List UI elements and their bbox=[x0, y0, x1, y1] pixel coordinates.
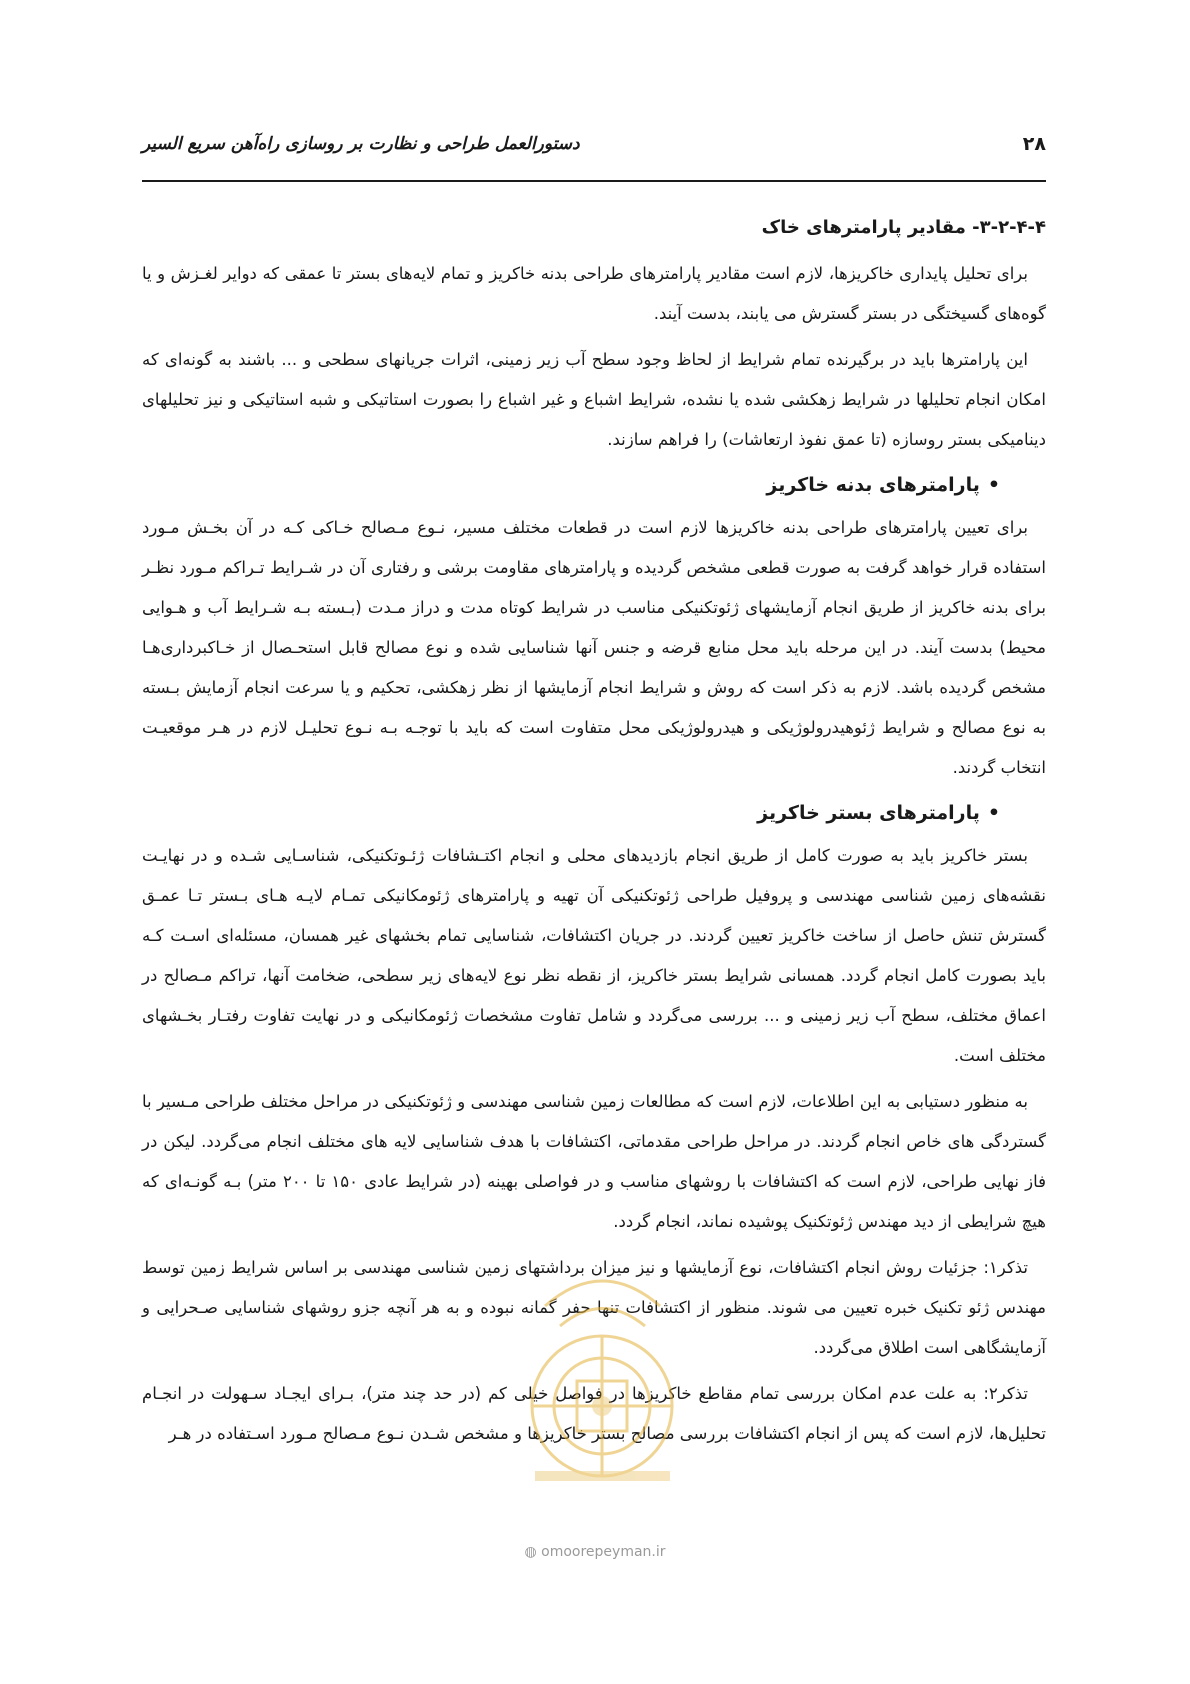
bullet-icon: • bbox=[987, 474, 1000, 496]
paragraph: این پارامترها باید در برگیرنده تمام شرایط از لحاظ وجود سطح آب زیر زمینی، اثرات جریانهای سطحی و ... باشند به گونه‌ای که امکان انجام تحلیلها در شرایط زهکشی شده یا نشده، شرایط اشباع و غیر اشباع را بصورت استاتیکی و شبه استاتیکی و نیز تحلیلهای دینامیکی بستر روسازه (تا عمق نفوذ ارتعاشات) را فراهم سازند. bbox=[142, 350, 1046, 449]
note-paragraph: تذکر۲: به علت عدم امکان بررسی تمام مقاطع خاکریزها در فواصل خیلی کم (در حد چند متر)، بـرای ایجـاد سـهولت در انجـام تحلیل‌ها، لازم است که پس از انجام اکتشافات بررسی مصالح بستر خاکریزها و مشخص شـدن نـوع مـصالح مـورد اسـتفاده در هـر bbox=[142, 1384, 1046, 1443]
subsection-title-text: پارامترهای بدنه خاکریز bbox=[766, 474, 980, 496]
globe-icon: ◍ bbox=[524, 1544, 537, 1560]
header-rule bbox=[142, 180, 1046, 182]
paragraph: به منظور دستیابی به این اطلاعات، لازم است که مطالعات زمین شناسی مهندسی و ژئوتکنیکی در مراحل مختلف طراحی مـسیر با گستردگی های خاص انجام گردند. در مراحل طراحی مقدماتی، اکتشافات با هدف شناسایی لایه های مختلف انجام می‌گردد. لیکن در فاز نهایی طراحی، لازم است که اکتشافات با روشهای مناسب و در فواصلی بهینه (در شرایط عادی ۱۵۰ تا ۲۰۰ متر) بـه گونـه‌ای که هیچ شرایطی از دید مهندس ژئوتکنیک پوشیده نماند، انجام گردد. bbox=[142, 1092, 1047, 1231]
bullet-icon: • bbox=[987, 802, 1000, 824]
page-content bbox=[142, 208, 1046, 1460]
paragraph: برای تحلیل پایداری خاکریزها، لازم است مقادیر پارامترهای طراحی بدنه خاکریز و تمام لایه‌های بستر تا عمقی که دوایر لغـزش و یا گوه‌های گسیختگی در بستر گسترش می یابند، بدست آیند. bbox=[142, 264, 1046, 323]
watermark-url bbox=[0, 1544, 1190, 1560]
note-paragraph: تذکر۱: جزئیات روش انجام اکتشافات، نوع آزمایشها و نیز میزان برداشتهای زمین شناسی مهندسی بر اساس شرایط زمین توسط مهندس ژئو تکنیک خبره تعیین می شوند. منظور از اکتشافات تنها حفر گمانه نبوده و به هر آنچه جزو روشهای شناسایی صـحرایی و آزمایشگاهی است اطلاق می‌گردد. bbox=[142, 1258, 1046, 1357]
paragraph: برای تعیین پارامترهای طراحی بدنه خاکریزها لازم است در قطعات مختلف مسیر، نـوع مـصالح خـاکی کـه در آن بخـش مـورد استفاده قرار خواهد گرفت به صورت قطعی مشخص گردیده و پارامترهای مقاومت برشی و رفتاری آن در شـرایط تـراکم مـورد نظـر برای بدنه خاکریز از طریق انجام آزمایشهای ژئوتکنیکی مناسب در شرایط کوتاه مدت و دراز مـدت (بـسته بـه شـرایط آب و هـوایی محیط) بدست آیند. در این مرحله باید محل منابع قرضه و جنس آنها شناسایی شده و نوع مصالح قابل استحـصال از خـاکبرداری‌هـا مشخص گردیده باشد. لازم به ذکر است که روش و شرایط انجام آزمایشها از نظر زهکشی، تحکیم و یا سرعت انجام آزمایش بـسته به نوع مصالح و شرایط ژئوهیدرولوژیکی و هیدرولوژیکی محل متفاوت است که باید با توجـه بـه نـوع تحلیـل لازم در هـر موقعیـت انتخاب گردند. bbox=[142, 518, 1046, 777]
paragraph: بستر خاکریز باید به صورت کامل از طریق انجام بازدیدهای محلی و انجام اکتـشافات ژئـوتکنیکی، شناسـایی شـده و در نهایـت نقشه‌های زمین شناسی مهندسی و پروفیل طراحی ژئوتکنیکی آن تهیه و پارامترهای ژئومکانیکی تمـام لایـه هـای بـستر تـا عمـق گسترش تنش حاصل از ساخت خاکریز تعیین گردند. در جریان اکتشافات، شناسایی تمام بخشهای غیر همسان، مسئله‌ای اسـت کـه باید بصورت کامل انجام گردد. همسانی شرایط بستر خاکریز، از نقطه نظر نوع لایه‌های زیر سطحی، ضخامت آنها، تراکم مـصالح در اعماق مختلف، سطح آب زیر زمینی و ... بررسی می‌گردد و شامل تفاوت مشخصات ژئومکانیکی و در نهایت تفاوت رفتـار بخـشهای مختلف است. bbox=[142, 846, 1046, 1065]
page-header bbox=[142, 124, 1046, 164]
subsection-title-embankment-body bbox=[142, 466, 1046, 504]
watermark-url-text: omoorepeyman.ir bbox=[541, 1544, 666, 1560]
page-number: ۲۸ bbox=[1022, 133, 1046, 155]
section-title: ۳-۲-۴-۴- مقادیر پارامترهای خاک bbox=[761, 217, 1046, 238]
running-title: دستورالعمل طراحی و نظارت بر روسازی راه‌آهن سریع السیر bbox=[142, 134, 580, 154]
subsection-title-text: پارامترهای بستر خاکریز bbox=[757, 802, 980, 824]
subsection-title-embankment-foundation bbox=[142, 794, 1046, 832]
